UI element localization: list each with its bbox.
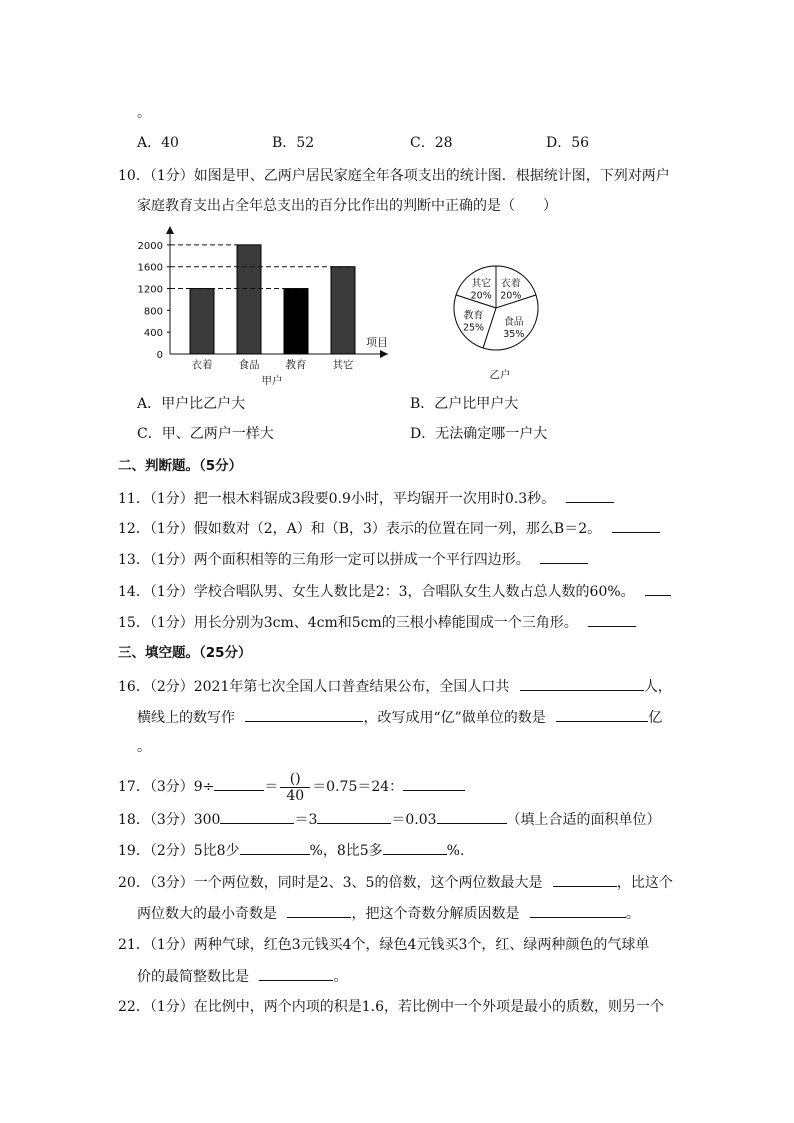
q16-blank-population[interactable] xyxy=(520,676,644,691)
bar-chart-y-tick-label: 400 xyxy=(143,328,163,340)
q19-text-a: 19．（2分）5比8少 xyxy=(118,843,240,859)
q20-row1 xyxy=(118,872,673,893)
q20-text-e: 。 xyxy=(625,906,640,922)
bar-chart-y-tick-label: 0 xyxy=(156,350,163,361)
q9-tail: 。 xyxy=(137,105,151,121)
bar-chart-x-label: 项目 xyxy=(366,336,388,349)
bar-chart-y-tick-label: 800 xyxy=(143,306,163,318)
q20-blank-odd[interactable] xyxy=(287,903,351,918)
q19-blank-1[interactable] xyxy=(240,840,310,855)
q16-text-b: 人， xyxy=(643,679,672,695)
q20-text-b: ，比这个 xyxy=(616,875,673,891)
q16-blank-yi[interactable] xyxy=(556,707,648,722)
q18-blank-1[interactable] xyxy=(220,809,294,824)
q9-option-a[interactable]: A．40 xyxy=(137,135,179,151)
q15-row xyxy=(118,612,636,633)
bar-chart-y-tick-label: 2000 xyxy=(137,240,163,252)
q12-answer-blank[interactable] xyxy=(612,518,660,533)
q10-stem-line2: 家庭教育支出占全年总支出的百分比作出的判断中正确的是（ ） xyxy=(137,198,557,214)
q14-text: 14．（1分）学校合唱队男、女生人数比是2：3，合唱队女生人数占总人数的60%。 xyxy=(118,584,635,600)
q20-text-d: ，把这个奇数分解质因数是 xyxy=(351,906,520,922)
bar-3 xyxy=(331,267,355,354)
bar-0 xyxy=(190,289,214,354)
q21-blank-ratio[interactable] xyxy=(259,966,333,981)
q16-row1 xyxy=(118,676,672,697)
q17-row xyxy=(118,770,465,804)
pie-slice-label: 其它 xyxy=(471,278,492,290)
pie-slice-percent: 20% xyxy=(470,290,492,302)
pie-chart-title: 乙户 xyxy=(489,369,511,381)
bar-chart-y-tick-label: 1600 xyxy=(137,262,163,274)
pie-slice-label: 衣着 xyxy=(500,278,521,290)
q20-text-c: 两位数大的最小奇数是 xyxy=(137,906,277,922)
q21-text-c: 。 xyxy=(333,969,348,985)
q17-blank-2[interactable] xyxy=(403,776,465,791)
q17-fraction-denominator: 40 xyxy=(286,787,305,804)
bar-chart-category-label: 教育 xyxy=(285,359,307,371)
pie-slice-percent: 35% xyxy=(503,328,525,340)
q18-text-d: （填上合适的面积单位） xyxy=(506,812,661,828)
section2-heading: 二、判断题。（5分） xyxy=(118,458,243,474)
q14-row xyxy=(118,581,671,602)
q17-equals: ＝ xyxy=(264,779,279,795)
q10-option-a[interactable]: A．甲户比乙户大 xyxy=(137,396,246,412)
q16-tail: 。 xyxy=(137,739,151,755)
bar-chart-y-arrow xyxy=(166,226,174,234)
q16-text-e: 亿 xyxy=(648,710,663,726)
q12-text: 12．（1分）假如数对（2，A）和（B，3）表示的位置在同一列，那么B＝2。 xyxy=(118,521,602,537)
q17-blank-1[interactable] xyxy=(214,776,264,791)
pie-slice-label: 食品 xyxy=(503,316,524,328)
section3-heading: 三、填空题。（25分） xyxy=(118,645,252,661)
bar-chart-category-label: 其它 xyxy=(332,359,354,371)
pie-slice-label: 教育 xyxy=(463,310,484,322)
q16-text-a: 16．（2分）2021年第七次全国人口普查结果公布，全国人口共 xyxy=(118,679,510,695)
q16-text-c: 横线上的数写作 xyxy=(137,710,235,726)
q18-text-c: ＝0.03 xyxy=(391,812,437,828)
q11-answer-blank[interactable] xyxy=(566,488,614,503)
q16-blank-digits[interactable] xyxy=(245,707,363,722)
q10-option-d[interactable]: D．无法确定哪一户大 xyxy=(410,426,548,442)
q17-text-b: ＝0.75＝24： xyxy=(312,779,404,795)
q22-row1: 22．（1分）在比例中，两个内项的积是1.6，若比例中一个外项是最小的质数，则另一个 xyxy=(118,999,664,1015)
q11-text: 11．（1分）把一根木料锯成3段要0.9小时，平均锯开一次用时0.3秒。 xyxy=(118,491,556,507)
bar-1 xyxy=(237,245,261,354)
q9-option-d[interactable]: D．56 xyxy=(546,135,590,151)
q21-text-b: 价的最简整数比是 xyxy=(137,969,249,985)
bar-chart-title: 甲户 xyxy=(261,375,283,387)
bar-chart-category-label: 食品 xyxy=(238,359,260,371)
bar-2 xyxy=(284,289,308,354)
q13-text: 13．（1分）两个面积相等的三角形一定可以拼成一个平行四边形。 xyxy=(118,552,530,568)
q16-text-d: ，改写成用“亿”做单位的数是 xyxy=(363,710,546,726)
pie-slice-percent: 20% xyxy=(500,290,522,302)
bar-chart-jiahu xyxy=(130,222,400,390)
q17-fraction xyxy=(280,771,310,804)
q19-row xyxy=(118,840,474,861)
q11-row xyxy=(118,488,614,509)
pie-chart-yihu xyxy=(448,258,568,388)
q20-row2 xyxy=(137,903,640,924)
q9-option-b[interactable]: B．52 xyxy=(272,135,315,151)
q18-text-b: ＝3 xyxy=(294,812,318,828)
pie-slice-percent: 25% xyxy=(462,322,485,334)
q20-text-a: 20．（3分）一个两位数，同时是2、3、5的倍数，这个两位数最大是 xyxy=(118,875,543,891)
q13-answer-blank[interactable] xyxy=(540,549,588,564)
q15-answer-blank[interactable] xyxy=(588,612,636,627)
bar-chart-y-tick-label: 1200 xyxy=(137,284,163,296)
q19-blank-2[interactable] xyxy=(383,840,447,855)
q18-row xyxy=(118,809,661,830)
q13-row xyxy=(118,549,588,570)
bar-chart-category-label: 衣着 xyxy=(191,359,213,371)
q14-answer-blank[interactable] xyxy=(645,581,671,596)
q16-row2 xyxy=(137,707,662,728)
q21-row2 xyxy=(137,966,347,987)
q18-text-a: 18．（3分）300 xyxy=(118,812,221,828)
q9-option-c[interactable]: C．28 xyxy=(410,135,453,151)
q12-row xyxy=(118,518,660,539)
bar-chart-x-arrow xyxy=(380,350,388,358)
q19-text-b: %，8比5多 xyxy=(309,843,383,859)
q15-text: 15．（1分）用长分别为3cm、4cm和5cm的三根小棒能围成一个三角形。 xyxy=(118,615,578,631)
q10-option-c[interactable]: C．甲、乙两户一样大 xyxy=(137,426,274,442)
q10-stem-line1: 10．（1分）如图是甲、乙两户居民家庭全年各项支出的统计图．根据统计图，下列对两户 xyxy=(118,168,670,184)
q20-blank-largest[interactable] xyxy=(553,872,617,887)
q17-fraction-numerator[interactable]: () xyxy=(280,771,310,788)
q17-text-a: 17．（3分）9÷ xyxy=(118,779,215,795)
q10-option-b[interactable]: B．乙户比甲户大 xyxy=(410,396,519,412)
q18-blank-3[interactable] xyxy=(437,809,507,824)
q19-text-c: %． xyxy=(446,843,474,859)
q18-blank-2[interactable] xyxy=(317,809,391,824)
q20-blank-factor[interactable] xyxy=(530,903,626,918)
q21-row1: 21．（1分）两种气球，红色3元钱买4个，绿色4元钱买3个，红、绿两种颜色的气球单 xyxy=(118,937,650,953)
